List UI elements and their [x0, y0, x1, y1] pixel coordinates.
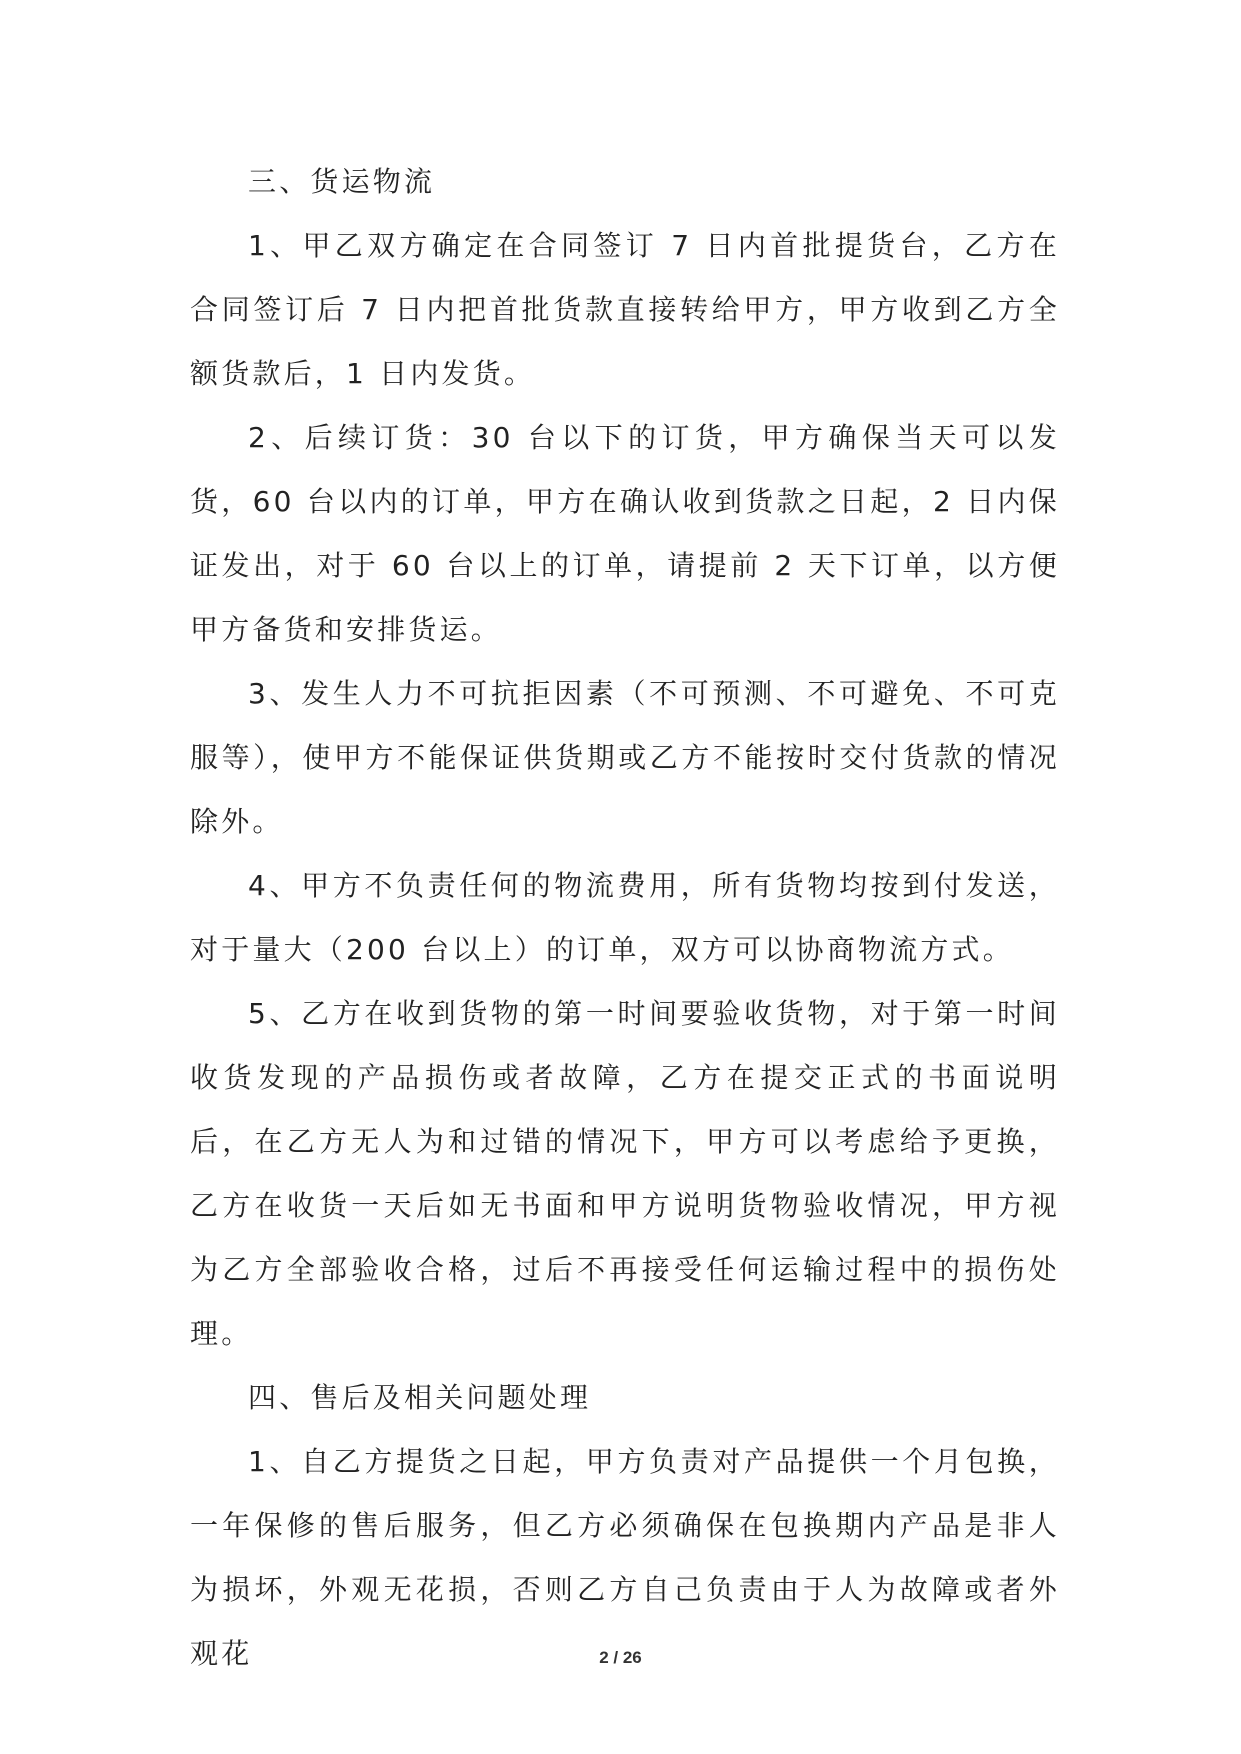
paragraph-force-majeure: 3、发生人力不可抗拒因素（不可预测、不可避免、不可克服等），使甲方不能保证供货期或乙方不能按时交付货款的情况除外。	[190, 677, 1060, 838]
document-body	[190, 150, 1060, 1686]
paragraph-logistics-fees: 4、甲方不负责任何的物流费用，所有货物均按到付发送，对于量大（200 台以上）的订单，双方可以协商物流方式。	[190, 869, 1060, 966]
section-heading-after-sales: 四、售后及相关问题处理	[248, 1381, 592, 1414]
paragraph-warranty: 1、自乙方提货之日起，甲方负责对产品提供一个月包换，一年保修的售后服务，但乙方必须确保在包换期内产品是非人为损坏，外观无花损，否则乙方自己负责由于人为故障或者外观花	[190, 1445, 1060, 1670]
paragraph-follow-up-orders: 2、后续订货：30 台以下的订货，甲方确保当天可以发货，60 台以内的订单，甲方在确认收到货款之日起，2 日内保证发出，对于 60 台以上的订单，请提前 2 天下订单，以方便甲方备货和安排货运。	[190, 421, 1060, 646]
paragraph-inspection: 5、乙方在收到货物的第一时间要验收货物，对于第一时间收货发现的产品损伤或者故障，乙方在提交正式的书面说明后，在乙方无人为和过错的情况下，甲方可以考虑给予更换，乙方在收货一天后如无书面和甲方说明货物验收情况，甲方视为乙方全部验收合格，过后不再接受任何运输过程中的损伤处理。	[190, 997, 1060, 1350]
paragraph-first-shipment: 1、甲乙双方确定在合同签订 7 日内首批提货台，乙方在合同签订后 7 日内把首批货款直接转给甲方，甲方收到乙方全额货款后，1 日内发货。	[190, 229, 1060, 390]
section-heading-logistics: 三、货运物流	[248, 165, 436, 198]
page-number: 2 / 26	[599, 1648, 642, 1667]
